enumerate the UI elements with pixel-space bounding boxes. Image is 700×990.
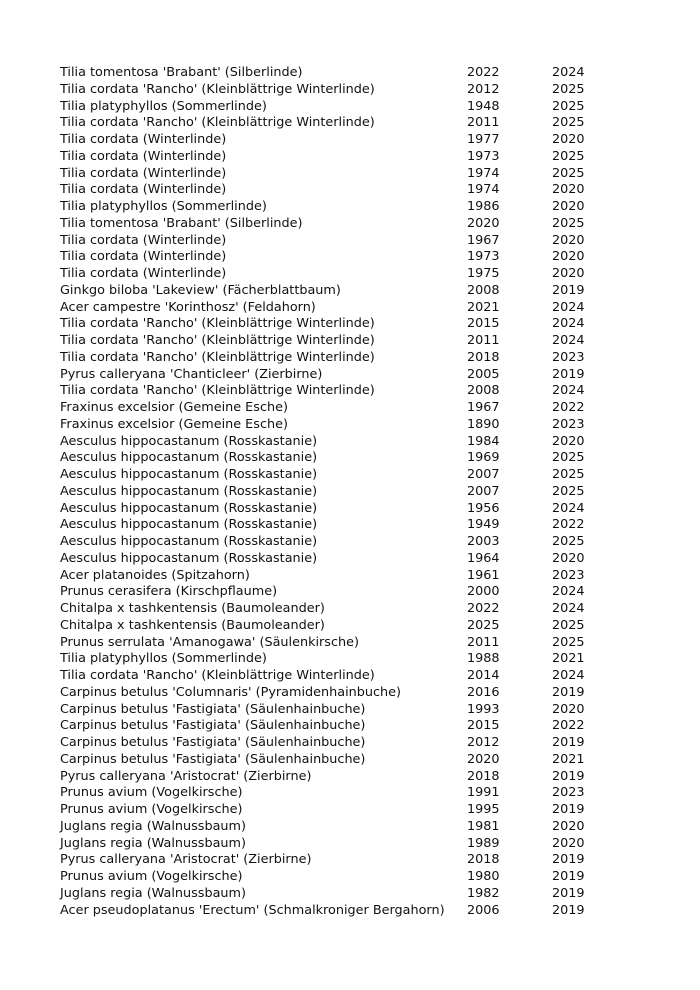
species-cell: Acer campestre 'Korinthosz' (Feldahorn): [60, 299, 316, 315]
year-cell: 2020: [552, 182, 585, 198]
table-row: [60, 501, 600, 518]
species-cell: Prunus cerasifera (Kirschpflaume): [60, 584, 278, 600]
table-row: [60, 819, 600, 836]
table-row: [60, 769, 600, 786]
year-cell: 2007: [467, 483, 500, 499]
table-row: [60, 635, 600, 652]
species-cell: Tilia cordata 'Rancho' (Kleinblättrige Winterlinde): [60, 81, 375, 97]
species-cell: Prunus serrulata 'Amanogawa' (Säulenkirsche): [60, 634, 359, 650]
tree-table: [60, 65, 600, 919]
year-cell: 2024: [552, 668, 585, 683]
species-cell: Carpinus betulus 'Fastigiata' (Säulenhainbuche): [60, 735, 366, 750]
table-row: [60, 434, 600, 451]
year-cell: 1967: [467, 400, 500, 415]
species-cell: Tilia cordata 'Rancho' (Kleinblättrige Winterlinde): [60, 316, 375, 332]
species-cell: Tilia cordata 'Rancho' (Kleinblättrige Winterlinde): [60, 668, 375, 683]
table-row: [60, 149, 600, 166]
year-cell: 2025: [552, 483, 585, 499]
table-row: [60, 417, 600, 434]
table-row: [60, 484, 600, 501]
table-row: [60, 702, 600, 719]
species-cell: Tilia cordata (Winterlinde): [60, 165, 227, 181]
table-row: [60, 886, 600, 903]
table-row: [60, 752, 600, 769]
species-cell: Pyrus calleryana 'Aristocrat' (Zierbirne): [60, 768, 312, 784]
table-row: [60, 869, 600, 886]
year-cell: 2018: [467, 349, 500, 365]
year-cell: 2019: [552, 735, 585, 750]
table-row: [60, 166, 600, 183]
year-cell: 2019: [552, 366, 585, 382]
year-cell: 2012: [467, 81, 500, 97]
year-cell: 2018: [467, 852, 500, 868]
table-row: [60, 685, 600, 702]
year-cell: 2020: [552, 433, 585, 449]
year-cell: 2023: [552, 567, 585, 583]
year-cell: 2015: [467, 316, 500, 332]
species-cell: Chitalpa x tashkentensis (Baumoleander): [60, 601, 325, 616]
species-cell: Aesculus hippocastanum (Rosskastanie): [60, 550, 318, 566]
table-row: [60, 651, 600, 668]
year-cell: 1991: [467, 785, 500, 801]
year-cell: 2020: [552, 132, 585, 147]
table-row: [60, 99, 600, 116]
year-cell: 1975: [467, 266, 500, 281]
year-cell: 2024: [552, 500, 585, 516]
year-cell: 1974: [467, 182, 500, 198]
year-cell: 2007: [467, 467, 500, 482]
year-cell: 1964: [467, 550, 500, 566]
year-cell: 2003: [467, 534, 500, 549]
year-cell: 2019: [552, 852, 585, 868]
year-cell: 1974: [467, 165, 500, 181]
year-cell: 2022: [552, 517, 585, 533]
year-cell: 2025: [552, 634, 585, 650]
year-cell: 1956: [467, 500, 500, 516]
species-cell: Tilia cordata (Winterlinde): [60, 232, 227, 248]
year-cell: 1980: [467, 869, 500, 884]
year-cell: 2011: [467, 333, 500, 348]
year-cell: 2024: [552, 383, 585, 399]
year-cell: 2025: [552, 450, 585, 466]
species-cell: Juglans regia (Walnussbaum): [60, 818, 247, 834]
species-cell: Aesculus hippocastanum (Rosskastanie): [60, 433, 318, 449]
year-cell: 2019: [552, 684, 585, 700]
species-cell: Tilia cordata 'Rancho' (Kleinblättrige Winterlinde): [60, 349, 375, 365]
year-cell: 1890: [467, 416, 500, 432]
year-cell: 1982: [467, 885, 500, 901]
table-row: [60, 836, 600, 853]
table-row: [60, 350, 600, 367]
year-cell: 2024: [552, 299, 585, 315]
species-cell: Prunus avium (Vogelkirsche): [60, 802, 243, 817]
year-cell: 1989: [467, 835, 500, 851]
species-cell: Aesculus hippocastanum (Rosskastanie): [60, 534, 318, 549]
year-cell: 2016: [467, 684, 500, 700]
species-cell: Tilia tomentosa 'Brabant' (Silberlinde): [60, 215, 303, 231]
table-row: [60, 584, 600, 601]
year-cell: 2024: [552, 316, 585, 332]
year-cell: 2025: [552, 534, 585, 549]
species-cell: Carpinus betulus 'Columnaris' (Pyramidenhainbuche): [60, 684, 402, 700]
table-row: [60, 400, 600, 417]
year-cell: 2025: [552, 215, 585, 231]
table-row: [60, 65, 600, 82]
table-row: [60, 249, 600, 266]
year-cell: 2020: [552, 550, 585, 566]
year-cell: 2011: [467, 634, 500, 650]
year-cell: 1977: [467, 132, 500, 147]
year-cell: 2024: [552, 333, 585, 348]
year-cell: 1973: [467, 148, 500, 164]
year-cell: 2025: [552, 98, 585, 114]
year-cell: 2021: [552, 651, 585, 667]
year-cell: 2024: [552, 601, 585, 616]
species-cell: Tilia platyphyllos (Sommerlinde): [60, 98, 267, 114]
species-cell: Fraxinus excelsior (Gemeine Esche): [60, 416, 288, 432]
species-cell: Tilia platyphyllos (Sommerlinde): [60, 199, 267, 214]
year-cell: 2020: [552, 701, 585, 717]
table-row: [60, 802, 600, 819]
species-cell: Juglans regia (Walnussbaum): [60, 885, 247, 901]
species-cell: Aesculus hippocastanum (Rosskastanie): [60, 517, 318, 533]
year-cell: 2025: [467, 617, 500, 633]
species-cell: Tilia tomentosa 'Brabant' (Silberlinde): [60, 65, 303, 80]
year-cell: 2021: [552, 751, 585, 767]
year-cell: 2025: [552, 81, 585, 97]
year-cell: 2019: [552, 802, 585, 817]
table-row: [60, 383, 600, 400]
year-cell: 2008: [467, 282, 500, 298]
year-cell: 2025: [552, 617, 585, 633]
year-cell: 2019: [552, 282, 585, 298]
year-cell: 2014: [467, 668, 500, 683]
year-cell: 2011: [467, 115, 500, 131]
species-cell: Tilia cordata 'Rancho' (Kleinblättrige Winterlinde): [60, 115, 375, 131]
species-cell: Aesculus hippocastanum (Rosskastanie): [60, 467, 318, 482]
year-cell: 2022: [552, 718, 585, 734]
year-cell: 1949: [467, 517, 500, 533]
species-cell: Chitalpa x tashkentensis (Baumoleander): [60, 617, 325, 633]
species-cell: Prunus avium (Vogelkirsche): [60, 785, 243, 801]
species-cell: Aesculus hippocastanum (Rosskastanie): [60, 450, 318, 466]
year-cell: 2021: [467, 299, 500, 315]
table-row: [60, 903, 600, 920]
year-cell: 2000: [467, 584, 500, 600]
year-cell: 1967: [467, 232, 500, 248]
year-cell: 2023: [552, 416, 585, 432]
species-cell: Tilia cordata (Winterlinde): [60, 132, 227, 147]
species-cell: Prunus avium (Vogelkirsche): [60, 869, 243, 884]
species-cell: Tilia cordata 'Rancho' (Kleinblättrige Winterlinde): [60, 333, 375, 348]
year-cell: 2020: [467, 751, 500, 767]
table-row: [60, 735, 600, 752]
species-cell: Pyrus calleryana 'Aristocrat' (Zierbirne): [60, 852, 312, 868]
year-cell: 2019: [552, 768, 585, 784]
species-cell: Ginkgo biloba 'Lakeview' (Fächerblattbaum): [60, 282, 341, 298]
species-cell: Carpinus betulus 'Fastigiata' (Säulenhainbuche): [60, 701, 366, 717]
year-cell: 2019: [552, 902, 585, 918]
year-cell: 1948: [467, 98, 500, 114]
year-cell: 2015: [467, 718, 500, 734]
year-cell: 1969: [467, 450, 500, 466]
year-cell: 2019: [552, 885, 585, 901]
year-cell: 2025: [552, 165, 585, 181]
table-row: [60, 718, 600, 735]
table-row: [60, 467, 600, 484]
species-cell: Tilia cordata (Winterlinde): [60, 266, 227, 281]
year-cell: 2024: [552, 584, 585, 600]
table-row: [60, 534, 600, 551]
year-cell: 2025: [552, 467, 585, 482]
table-row: [60, 568, 600, 585]
year-cell: 2008: [467, 383, 500, 399]
year-cell: 2019: [552, 869, 585, 884]
year-cell: 2023: [552, 349, 585, 365]
species-cell: Tilia platyphyllos (Sommerlinde): [60, 651, 267, 667]
table-row: [60, 367, 600, 384]
species-cell: Aesculus hippocastanum (Rosskastanie): [60, 483, 318, 499]
year-cell: 2023: [552, 785, 585, 801]
year-cell: 1961: [467, 567, 500, 583]
year-cell: 2020: [552, 835, 585, 851]
year-cell: 1993: [467, 701, 500, 717]
table-row: [60, 132, 600, 149]
year-cell: 1973: [467, 249, 500, 265]
table-row: [60, 316, 600, 333]
table-row: [60, 668, 600, 685]
year-cell: 2022: [552, 400, 585, 415]
year-cell: 2020: [552, 266, 585, 281]
table-row: [60, 82, 600, 99]
table-row: [60, 233, 600, 250]
table-row: [60, 216, 600, 233]
table-row: [60, 283, 600, 300]
year-cell: 2020: [467, 215, 500, 231]
year-cell: 2018: [467, 768, 500, 784]
species-cell: Tilia cordata (Winterlinde): [60, 148, 227, 164]
table-row: [60, 785, 600, 802]
table-row: [60, 266, 600, 283]
year-cell: 2020: [552, 199, 585, 214]
table-row: [60, 182, 600, 199]
species-cell: Carpinus betulus 'Fastigiata' (Säulenhainbuche): [60, 718, 366, 734]
species-cell: Tilia cordata (Winterlinde): [60, 249, 227, 265]
year-cell: 2020: [552, 818, 585, 834]
table-row: [60, 199, 600, 216]
species-cell: Tilia cordata 'Rancho' (Kleinblättrige Winterlinde): [60, 383, 375, 399]
table-row: [60, 852, 600, 869]
year-cell: 2005: [467, 366, 500, 382]
year-cell: 2020: [552, 249, 585, 265]
year-cell: 2006: [467, 902, 500, 918]
species-cell: Tilia cordata (Winterlinde): [60, 182, 227, 198]
table-row: [60, 450, 600, 467]
year-cell: 2020: [552, 232, 585, 248]
year-cell: 1988: [467, 651, 500, 667]
species-cell: Juglans regia (Walnussbaum): [60, 835, 247, 851]
species-cell: Aesculus hippocastanum (Rosskastanie): [60, 500, 318, 516]
species-cell: Pyrus calleryana 'Chanticleer' (Zierbirne): [60, 366, 323, 382]
year-cell: 1986: [467, 199, 500, 214]
species-cell: Acer pseudoplatanus 'Erectum' (Schmalkroniger Bergahorn): [60, 902, 445, 918]
year-cell: 2025: [552, 115, 585, 131]
table-row: [60, 517, 600, 534]
year-cell: 2022: [467, 601, 500, 616]
year-cell: 2024: [552, 65, 585, 80]
year-cell: 2025: [552, 148, 585, 164]
table-row: [60, 601, 600, 618]
table-row: [60, 618, 600, 635]
table-row: [60, 300, 600, 317]
table-row: [60, 333, 600, 350]
year-cell: 1984: [467, 433, 500, 449]
year-cell: 2012: [467, 735, 500, 750]
table-row: [60, 551, 600, 568]
species-cell: Fraxinus excelsior (Gemeine Esche): [60, 400, 288, 415]
year-cell: 1981: [467, 818, 500, 834]
year-cell: 1995: [467, 802, 500, 817]
year-cell: 2022: [467, 65, 500, 80]
table-row: [60, 115, 600, 132]
species-cell: Carpinus betulus 'Fastigiata' (Säulenhainbuche): [60, 751, 366, 767]
species-cell: Acer platanoides (Spitzahorn): [60, 567, 250, 583]
